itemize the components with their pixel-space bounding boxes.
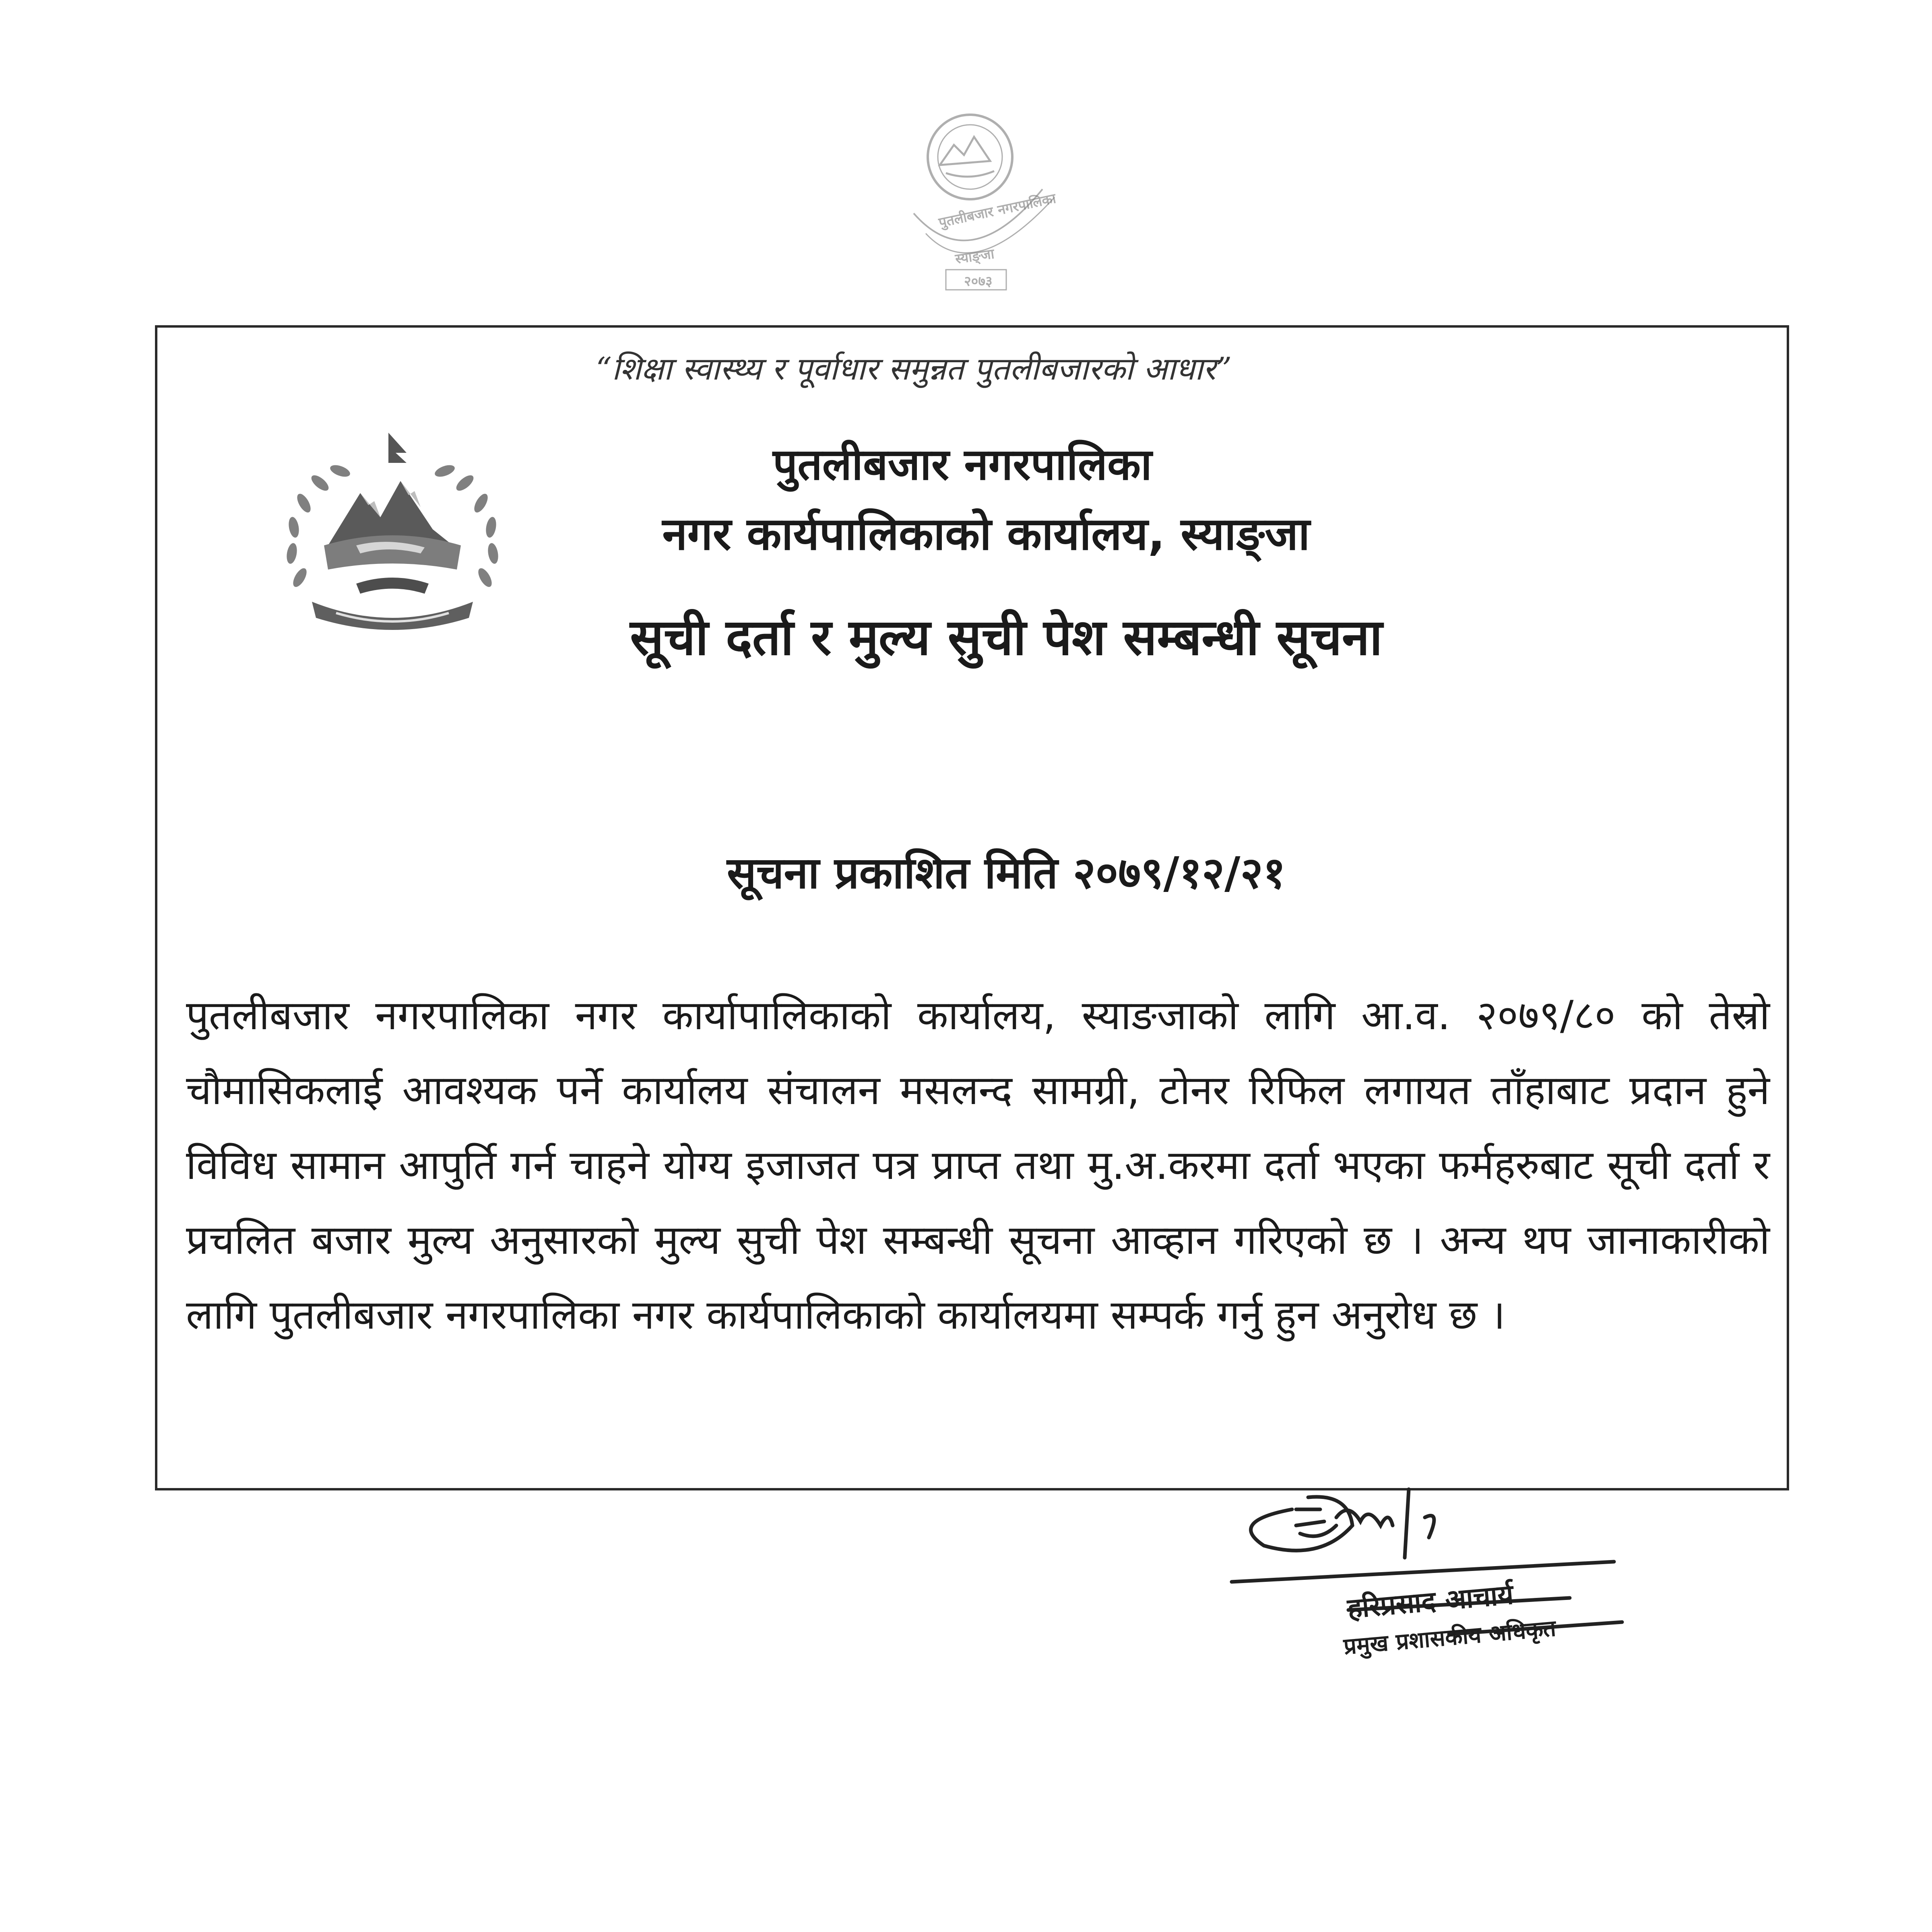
header-block (523, 427, 1449, 561)
svg-text:स्याङ्जा: स्याङ्जा (954, 246, 995, 267)
notice-title: सूची दर्ता र मुल्य सुची पेश सम्बन्धी सूचना (630, 609, 1383, 667)
municipality-name: पुतलीबजार नगरपालिका (773, 440, 1152, 490)
notice-body: पुतलीबजार नगरपालिका नगर कार्यापालिकाको कार्यालय, स्याङजाको लागि आ.व. २०७९/८० को तेस्रो चौमासिकलाई आवश्यक पर्ने कार्यालय संचालन मसलन्द सामग्री, टोनर रिफिल लगायत ताँहाबाट प्रदान हुने विविध सामान आपुर्ति गर्न चाहने योग्य इजाजत पत्र प्राप्त तथा मु.अ.करमा दर्ता भएका फर्महरुबाट सूची दर्ता र प्रचलित बजार मुल्य अनुसारको मुल्य सुची पेश सम्बन्धी सूचना आव्हान गरिएको छ । अन्य थप जानाकारीको लागि पुतलीबजार नगरपालिका नगर कार्यपालिकाको कार्यालयमा सम्पर्क गर्नु हुन अनुरोध छ । (186, 992, 1770, 1338)
signatory-name: हरिप्रसाद आचार्य (1346, 1579, 1515, 1625)
published-date: सूचना प्रकाशित मिति २०७९/१२/२१ (727, 848, 1286, 898)
signatory-designation: प्रमुख प्रशासकीय अधिकृत (1342, 1615, 1557, 1660)
svg-text:२०७३: २०७३ (964, 273, 993, 289)
svg-text:पुतलीबजार नगरपालिका: पुतलीबजार नगरपालिका (937, 190, 1057, 231)
slogan: “शिक्षा स्वास्थ्य र पूर्वाधार समुन्नत पुतलीबजारको आधार” (596, 351, 1232, 387)
office-name: नगर कार्यपालिकाको कार्यालय, स्याङ्जा (662, 508, 1310, 560)
signature (1216, 1465, 1658, 1690)
office-stamp-top (853, 101, 1111, 358)
